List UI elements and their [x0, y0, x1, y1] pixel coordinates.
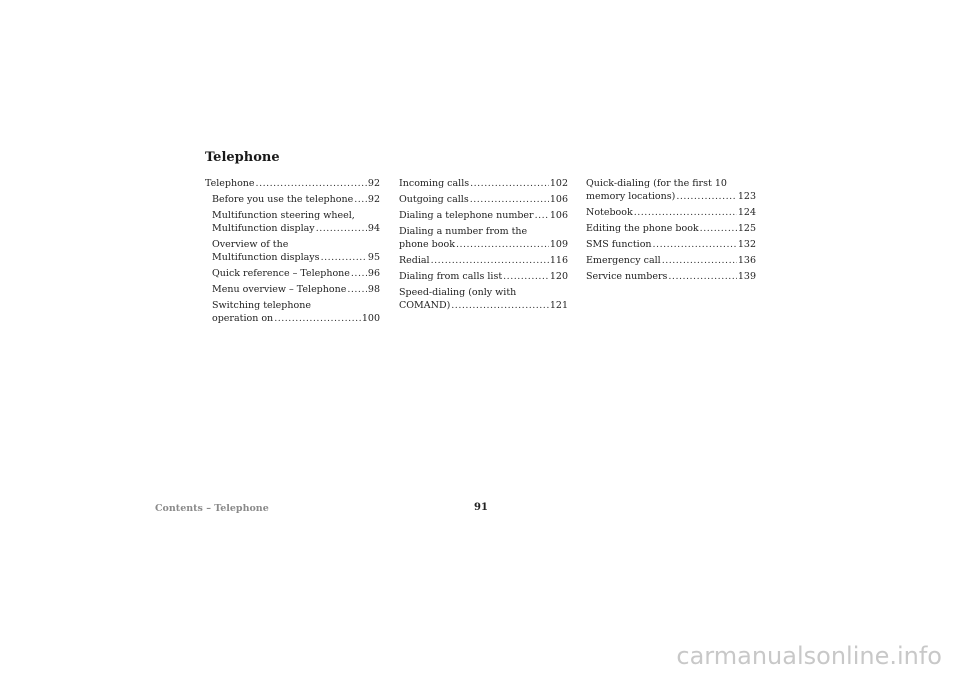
toc-page-number: 136 — [737, 255, 756, 266]
dot-leader — [456, 238, 549, 251]
toc-entry[interactable] — [399, 254, 568, 267]
toc-page-number: 96 — [367, 268, 380, 279]
toc-page-number: 132 — [737, 239, 756, 250]
toc-page-number: 98 — [367, 284, 380, 295]
toc-page-number: 116 — [549, 255, 568, 266]
toc-entry[interactable] — [586, 222, 756, 235]
dot-leader — [662, 254, 737, 267]
toc-entry[interactable] — [586, 206, 756, 219]
dot-leader — [256, 177, 367, 190]
watermark: carmanualsonline.info — [676, 642, 942, 670]
toc-entry[interactable] — [399, 177, 568, 190]
dot-leader — [316, 222, 367, 235]
toc-entry[interactable] — [399, 270, 568, 283]
toc-entry[interactable] — [205, 283, 380, 296]
toc-column-2 — [399, 177, 568, 315]
dot-leader — [653, 238, 737, 251]
toc-entry[interactable] — [205, 238, 380, 264]
dot-leader — [470, 193, 549, 206]
toc-entry-text: SMS function — [586, 239, 652, 250]
toc-entry-text: memory locations) — [586, 191, 676, 202]
toc-entry-text: Quick-dialing (for the first 10 — [586, 178, 727, 189]
toc-page-number: 106 — [549, 210, 568, 221]
toc-entry[interactable] — [586, 177, 756, 203]
toc-entry-text: Quick reference – Telephone — [212, 268, 350, 279]
toc-page-number: 94 — [367, 223, 380, 234]
toc-entry-text: operation on — [212, 313, 274, 324]
toc-page-number: 125 — [737, 223, 756, 234]
dot-leader — [634, 206, 737, 219]
toc-entry-text: Overview of the — [212, 239, 289, 250]
toc-entry[interactable] — [586, 254, 756, 267]
toc-entry-text: Dialing a number from the — [399, 226, 528, 237]
toc-entry-text: Multifunction steering wheel, — [212, 210, 355, 221]
toc-column-1 — [205, 177, 380, 328]
toc-page-number: 95 — [367, 252, 380, 263]
toc-entry-text: Redial — [399, 255, 430, 266]
toc-entry-text: Dialing from calls list — [399, 271, 503, 282]
dot-leader — [431, 254, 549, 267]
toc-entry-text: Menu overview – Telephone — [212, 284, 347, 295]
dot-leader — [354, 193, 367, 206]
toc-entry-text: Emergency call — [586, 255, 661, 266]
toc-page-number: 124 — [737, 207, 756, 218]
footer-section-title: Contents – Telephone — [155, 503, 269, 514]
dot-leader — [274, 312, 361, 325]
toc-entry[interactable] — [205, 193, 380, 206]
toc-entry[interactable] — [205, 177, 380, 190]
toc-entry-text: Editing the phone book — [586, 223, 699, 234]
toc-column-3 — [586, 177, 756, 286]
dot-leader — [470, 177, 549, 190]
toc-entry-text: Multifunction displays — [212, 252, 320, 263]
toc-entry-text: Telephone — [205, 178, 255, 189]
toc-page-number: 139 — [737, 271, 756, 282]
toc-page-number: 92 — [367, 178, 380, 189]
toc-page-number: 120 — [549, 271, 568, 282]
toc-page-number: 121 — [549, 300, 568, 311]
toc-entry-text: phone book — [399, 239, 455, 250]
toc-entry[interactable] — [205, 299, 380, 325]
toc-entry-text: Multifunction display — [212, 223, 315, 234]
toc-entry-text: Notebook — [586, 207, 633, 218]
toc-entry-text: Incoming calls — [399, 178, 470, 189]
dot-leader — [668, 270, 736, 283]
dot-leader — [535, 209, 549, 222]
toc-page-number: 100 — [361, 313, 380, 324]
page-title: Telephone — [205, 150, 280, 165]
toc-entry-text: Outgoing calls — [399, 194, 469, 205]
toc-page-number: 92 — [367, 194, 380, 205]
dot-leader — [321, 251, 367, 264]
toc-entry[interactable] — [205, 209, 380, 235]
toc-entry-text: Service numbers — [586, 271, 668, 282]
toc-entry[interactable] — [586, 238, 756, 251]
page-number: 91 — [474, 502, 488, 513]
toc-entry-text: Before you use the telephone — [212, 194, 354, 205]
dot-leader — [676, 190, 737, 203]
toc-page-number: 123 — [737, 191, 756, 202]
toc-entry[interactable] — [586, 270, 756, 283]
toc-entry-text: COMAND) — [399, 300, 451, 311]
toc-entry[interactable] — [205, 267, 380, 280]
dot-leader — [700, 222, 737, 235]
dot-leader — [347, 283, 367, 296]
toc-page-number: 102 — [549, 178, 568, 189]
toc-page-number: 106 — [549, 194, 568, 205]
toc-entry[interactable] — [399, 209, 568, 222]
toc-page-number: 109 — [549, 239, 568, 250]
dot-leader — [503, 270, 549, 283]
toc-entry-text: Dialing a telephone number — [399, 210, 534, 221]
toc-entry[interactable] — [399, 225, 568, 251]
toc-entry-text: Switching telephone — [212, 300, 311, 311]
toc-entry-text: Speed-dialing (only with — [399, 287, 517, 298]
toc-entry[interactable] — [399, 286, 568, 312]
toc-entry[interactable] — [399, 193, 568, 206]
dot-leader — [351, 267, 367, 280]
dot-leader — [451, 299, 549, 312]
